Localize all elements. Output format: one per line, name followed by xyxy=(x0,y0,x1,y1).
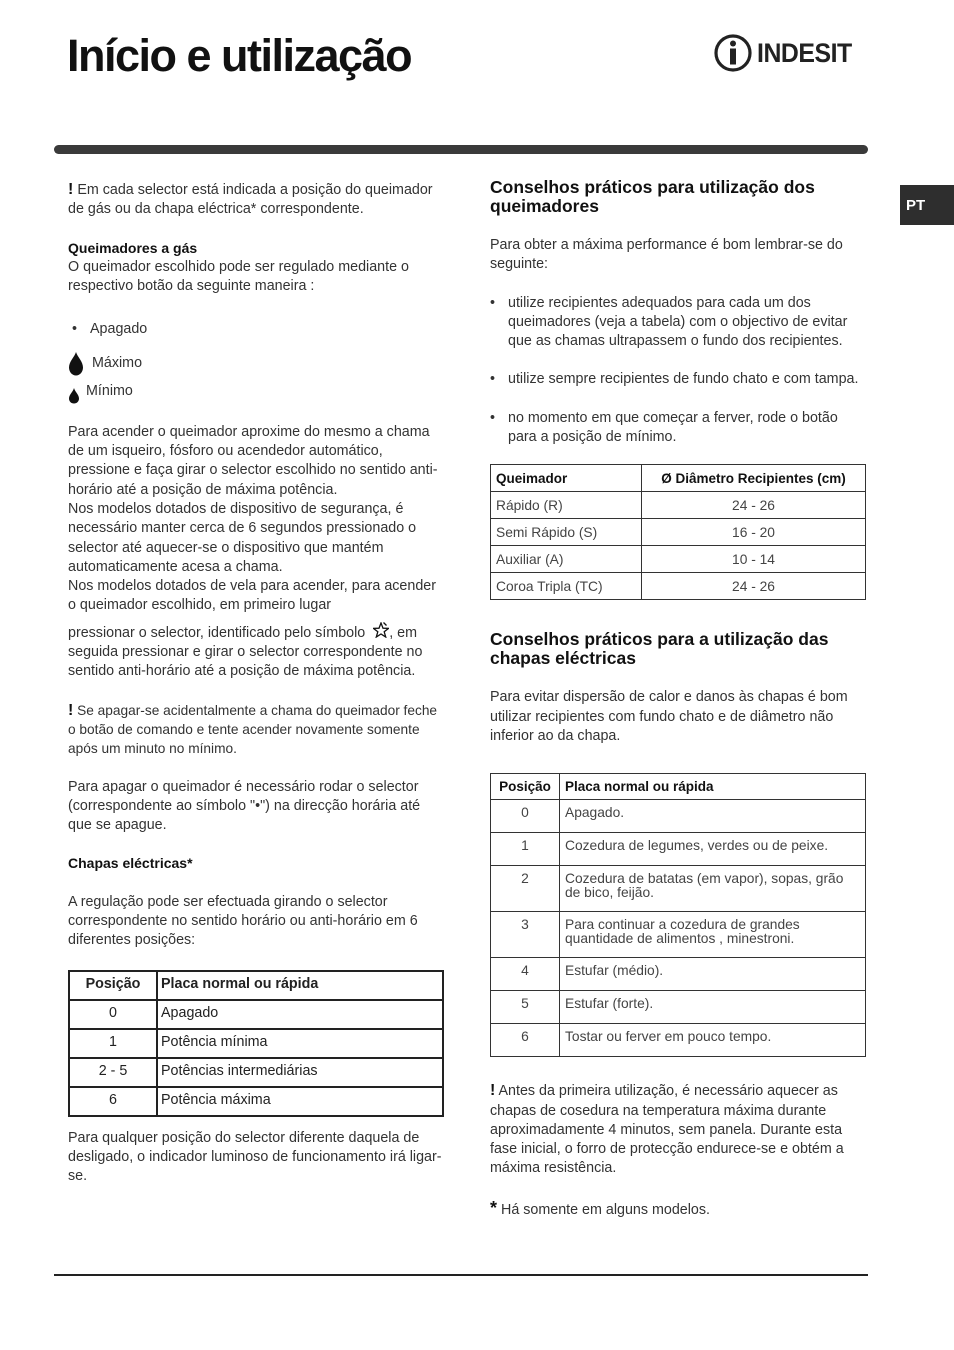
table-header-row: Posição Placa normal ou rápida xyxy=(69,971,443,1000)
page-title: Início e utilização xyxy=(67,30,412,81)
table-row: 3 Para continuar a cozedura de grandes quantidade de alimentos , minestroni. xyxy=(491,912,866,958)
table-row: 2 - 5 Potências intermediárias xyxy=(69,1058,443,1087)
warning-mark: ! xyxy=(68,181,74,198)
bottom-divider xyxy=(54,1274,868,1276)
plates-tips-heading: Conselhos práticos para a utilização das chapas eléctricas xyxy=(490,629,829,669)
burner-tips-heading: Conselhos práticos para utilização dos queimadores xyxy=(490,177,815,216)
max-position-item: Máximo xyxy=(68,352,446,376)
table-row: 1 Potência mínima xyxy=(69,1029,443,1058)
spark-plug-paragraph: Nos modelos dotados de vela para acender, para acender o queimador escolhido, em primeiro lugar xyxy=(68,578,436,614)
bullet-dot-icon: • xyxy=(490,371,496,388)
footnote: * Há somente em alguns modelos. xyxy=(490,1197,711,1218)
indesit-logo-icon xyxy=(714,33,752,73)
language-tab: PT xyxy=(900,185,954,225)
ignite-paragraph: Para acender o queimador aproxime do mesmo a chama de um isqueiro, fósforo ou acendedor automático, pressione e faça girar o selector escolhido no sentido anti-horário até a posição de máxima potência. xyxy=(68,423,438,498)
bullet-dot-icon: • xyxy=(490,409,496,426)
right-column xyxy=(490,178,866,1220)
table-row: Rápido (R) 24 - 26 xyxy=(491,492,866,519)
small-flame-icon xyxy=(68,386,80,404)
table-row: 4 Estufar (médio). xyxy=(491,958,866,991)
warning-mark: ! xyxy=(68,701,74,719)
large-flame-icon xyxy=(68,352,84,376)
warning-mark: ! xyxy=(490,1082,496,1100)
min-position-item: Mínimo xyxy=(68,380,446,404)
table-row: 5 Estufar (forte). xyxy=(491,991,866,1024)
list-item: • utilize recipientes adequados para cada um dos queimadores (veja a tabela) com o objectivo de evitar que as chamas ultrapassem o fundo dos recipientes. xyxy=(490,294,866,352)
burner-diameter-table xyxy=(490,464,866,600)
top-divider xyxy=(54,145,868,154)
table-row: 6 Potência máxima xyxy=(69,1087,443,1116)
indicator-paragraph: Para qualquer posição do selector diferente daquela de desligado, o indicador luminoso de funcionamento irá ligar-se. xyxy=(68,1129,442,1185)
gas-burners-heading: Queimadores a gás xyxy=(68,239,198,256)
left-column xyxy=(68,180,446,1187)
bullet-dot-icon: • xyxy=(72,321,78,338)
table-header-row: Posição Placa normal ou rápida xyxy=(491,774,866,800)
burner-tips-intro: Para obter a máxima performance é bom lembrar-se do seguinte: xyxy=(490,237,843,273)
table-row: Semi Rápido (S) 16 - 20 xyxy=(491,519,866,546)
turn-off-paragraph: Para apagar o queimador é necessário rodar o selector (correspondente ao símbolo "•") na direcção horária até que se apague. xyxy=(68,778,421,834)
list-item: • utilize sempre recipientes de fundo chato e com tampa. xyxy=(490,370,866,389)
brand-logo xyxy=(714,32,860,74)
bullet-dot-icon: • xyxy=(490,294,496,311)
table-row: 0 Apagado. xyxy=(491,800,866,833)
logo-text: INDESIT xyxy=(757,37,852,68)
spark-plug-paragraph-cont: pressionar o selector, identificado pelo símbolo , em seguida pressionar e girar o selector correspondente no sentido anti-horário até a posição de máxima potência. xyxy=(68,622,446,682)
plates-tips-intro: Para evitar dispersão de calor e danos às chapas é bom utilizar recipientes com fundo chato e de diâmetro não inferior ao da chapa. xyxy=(490,689,848,744)
table-row: 1 Cozedura de legumes, verdes ou de peixe. xyxy=(491,833,866,866)
table-row: Auxiliar (A) 10 - 14 xyxy=(491,546,866,573)
asterisk-mark: * xyxy=(490,1197,498,1218)
table-row: 6 Tostar ou ferver em pouco tempo. xyxy=(491,1024,866,1057)
table-row: 2 Cozedura de batatas (em vapor), sopas, grão de bico, feijão. xyxy=(491,866,866,912)
electric-plates-heading: Chapas eléctricas* xyxy=(68,855,193,872)
safety-device-paragraph: Nos modelos dotados de dispositivo de segurança, é necessário manter cerca de 6 segundos pressionado o selector até aquecer-se o dispositivo que mantém automaticamente acesa a chama. xyxy=(68,500,417,575)
table-row: 0 Apagado xyxy=(69,1000,443,1029)
plates-position-table xyxy=(68,970,444,1117)
table-header-row: Queimador Ø Diâmetro Recipientes (cm) xyxy=(491,465,866,492)
gas-burners-intro: O queimador escolhido pode ser regulado mediante o respectivo botão da seguinte maneira : xyxy=(68,258,409,295)
list-item: • no momento em que começar a ferver, rode o botão para a posição de mínimo. xyxy=(490,409,866,448)
selector-note: ! Em cada selector está indicada a posição do queimador de gás ou da chapa eléctrica* correspondente. xyxy=(68,181,433,218)
first-use-warning: ! Antes da primeira utilização, é necessário aquecer as chapas de cosedura na temperatura máxima durante aproximadamente 4 minutos, sem panela. Durante esta fase inicial, o forro de protecção endurece-se e obtém a máxima resistência. xyxy=(490,1082,844,1177)
accidental-off-warning: ! Se apagar-se acidentalmente a chama do queimador feche o botão de comando e tente acender novamente somente após um minuto no mínimo. xyxy=(68,701,438,757)
spark-star-icon xyxy=(373,622,389,638)
plates-usage-table xyxy=(490,773,866,1057)
table-row: Coroa Tripla (TC) 24 - 26 xyxy=(491,573,866,600)
electric-plates-intro: A regulação pode ser efectuada girando o selector correspondente no sentido horário ou anti-horário em 6 diferentes posições: xyxy=(68,893,418,949)
off-position-item: • Apagado xyxy=(68,320,446,339)
